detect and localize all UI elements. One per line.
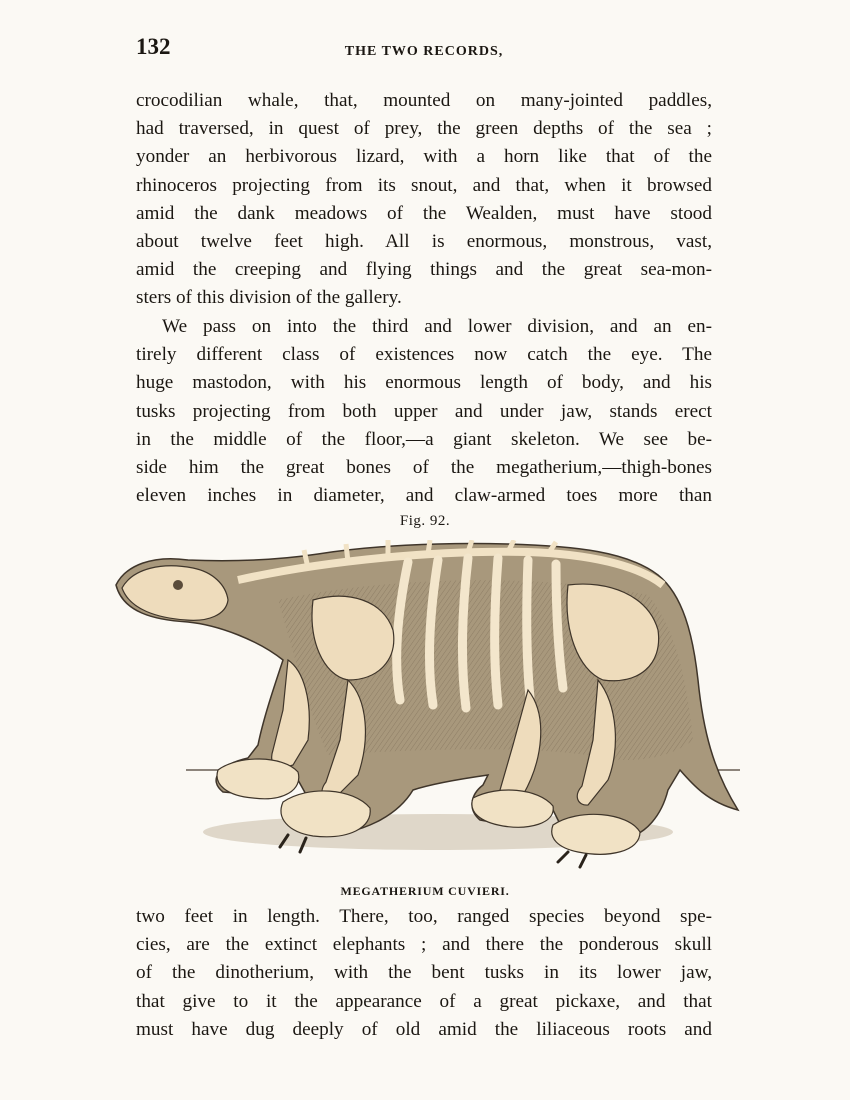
text-line: that give to it the appearance of a great pickaxe, and that (136, 990, 712, 1012)
text-line: must have dug deeply of old amid the liliaceous roots and (136, 1018, 712, 1040)
text-line: two feet in length. There, too, ranged species beyond spe- (136, 906, 712, 927)
text-line: had traversed, in quest of prey, the green depths of the sea ; (136, 118, 712, 140)
page-number: 132 (136, 34, 171, 59)
text-line: eleven inches in diameter, and claw-armed toes more than (136, 485, 712, 507)
text-line: crocodilian whale, that, mounted on many-jointed paddles, (136, 90, 712, 111)
text-line: rhinoceros projecting from its snout, and that, when it browsed (136, 174, 712, 196)
figure-label: Fig. 92. (399, 513, 451, 529)
text-line: cies, are the extinct elephants ; and there the ponderous skull (136, 934, 712, 956)
text-line: about twelve feet high. All is enormous, monstrous, vast, (136, 231, 712, 253)
text-line: huge mastodon, with his enormous length of body, and his (136, 372, 712, 394)
text-line: sters of this division of the gallery. (136, 287, 402, 309)
paragraph-2 (136, 313, 712, 510)
text-line: side him the great bones of the megatherium,—thigh-bones (136, 457, 712, 479)
text-line: amid the creeping and flying things and the great sea-mon- (136, 259, 712, 281)
page-header (136, 34, 712, 64)
text-line: of the dinotherium, with the bent tusks in its lower jaw, (136, 962, 712, 984)
running-head: THE TWO RECORDS, (344, 44, 504, 59)
paragraph-1 (136, 87, 712, 313)
text-line: tusks projecting from both upper and under jaw, stands erect (136, 400, 712, 422)
paragraph-3 (136, 903, 712, 1044)
megatherium-illustration (108, 540, 743, 885)
text-line: tirely different class of existences now catch the eye. The (136, 344, 712, 366)
figure-caption: MEGATHERIUM CUVIERI. (340, 884, 510, 898)
text-line: yonder an herbivorous lizard, with a horn like that of the (136, 146, 712, 168)
text-line: in the middle of the floor,—a giant skeleton. We see be- (136, 428, 712, 450)
text-line: We pass on into the third and lower division, and an en- (162, 316, 712, 337)
text-line: amid the dank meadows of the Wealden, must have stood (136, 202, 712, 224)
